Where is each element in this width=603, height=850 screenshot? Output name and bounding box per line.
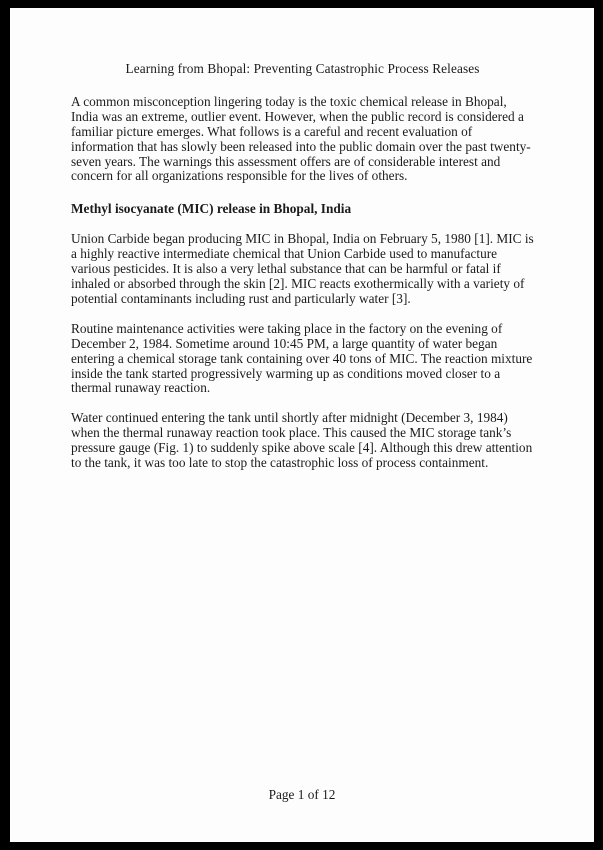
document-page	[10, 8, 594, 842]
page-number-label: Page 1 of 12	[268, 787, 336, 803]
document-title: Learning from Bhopal: Preventing Catastrophic Process Releases	[125, 61, 480, 76]
intro-paragraph: A common misconception lingering today is the toxic chemical release in Bhopal, India was an extreme, outlier event. However, when the public record is considered a familiar picture emerges. What follows is a careful and recent evaluation of information that has slowly been released into the public domain over the past twenty-seven years. The warnings this assessment offers are of considerable interest and concern for all organizations responsible for the lives of others.	[71, 93, 531, 184]
paragraph-mic-production: Union Carbide began producing MIC in Bhopal, India on February 5, 1980 [1]. MIC is a highly reactive intermediate chemical that Union Carbide used to manufacture various pesticides. It is also a very lethal substance that can be harmful or fatal if inhaled or absorbed through the skin [2]. MIC reacts exothermically with a variety of potential contaminants including rust and particularly water [3].	[71, 231, 534, 306]
paragraph-maintenance-water-entry: Routine maintenance activities were taking place in the factory on the evening of December 2, 1984. Sometime around 10:45 PM, a large quantity of water began entering a chemical storage tank containing over 40 tons of MIC. The reaction mixture inside the tank started progressively warming up as conditions moved closer to a thermal runaway reaction.	[71, 320, 533, 396]
paragraph-thermal-runaway: Water continued entering the tank until shortly after midnight (December 3, 1984) when the thermal runaway reaction took place. This caused the MIC storage tank’s pressure gauge (Fig. 1) to suddenly spike above scale [4]. Although this drew attention to the tank, it was too late to stop the catastrophic loss of process containment.	[71, 410, 533, 471]
section-heading-mic-release: Methyl isocyanate (MIC) release in Bhopal, India	[71, 201, 352, 217]
